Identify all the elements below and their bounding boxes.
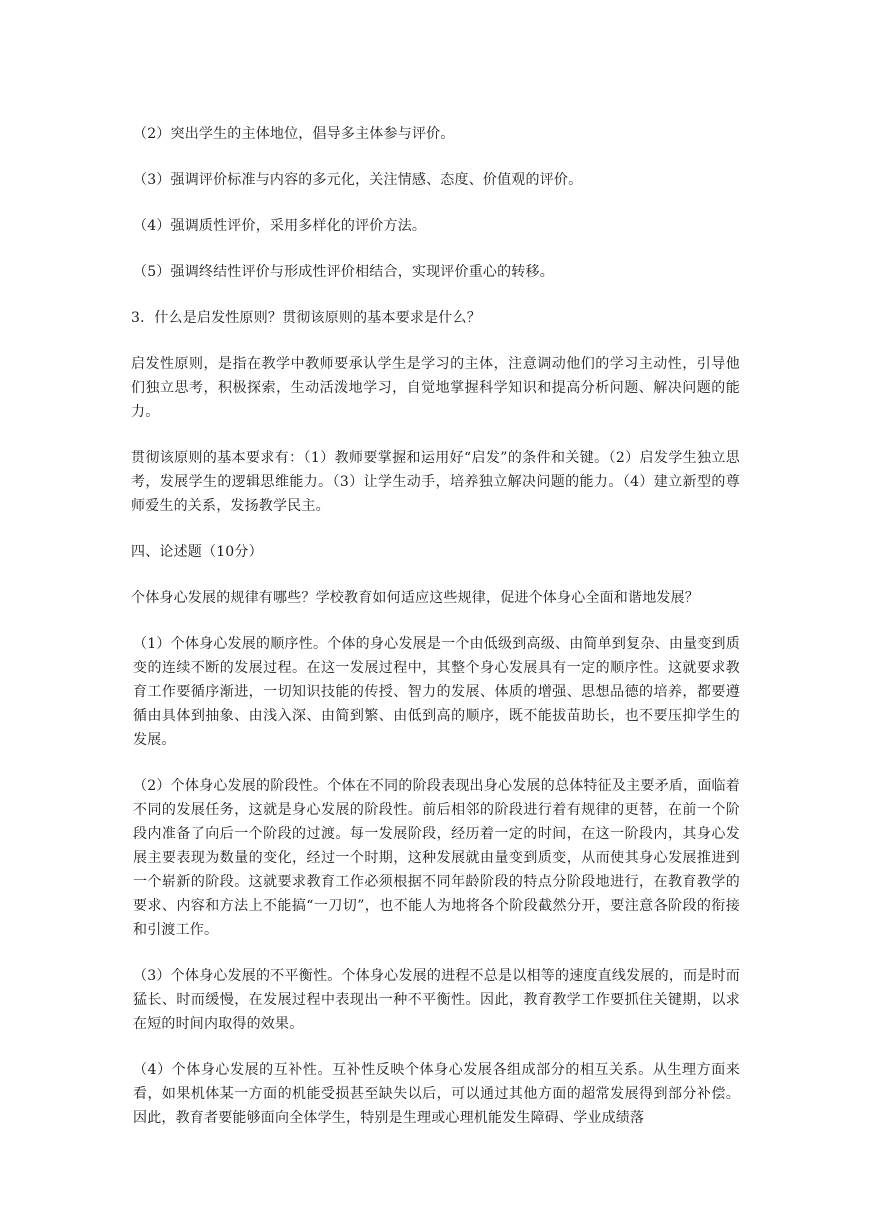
answer-requirements-paragraph: 贯彻该原则的基本要求有：（1）教师要掌握和运用好“启发”的条件和关键。（2）启发学生独立思考，发展学生的逻辑思维能力。（3）让学生动手，培养独立解决问题的能力。（4）建立新型的尊师爱生的关系，发扬教学民主。	[131, 450, 740, 514]
paragraph-item-5: （5）强调终结性评价与形成性评价相结合，实现评价重心的转移。	[133, 264, 554, 280]
essay-point-3: （3）个体身心发展的不平衡性。个体身心发展的进程不总是以相等的速度直线发展的，而是时而猛长、时而缓慢，在发展过程中表现出一种不平衡性。因此，教育教学工作要抓住关键期，以求在短的时间内取得的效果。	[133, 968, 740, 1032]
essay-point-4: （4）个体身心发展的互补性。互补性反映个体身心发展各组成部分的相互关系。从生理方面来看，如果机体某一方面的机能受损甚至缺失以后，可以通过其他方面的超常发展得到部分补偿。因此，教育者要能够面向全体学生，特别是生理或心理机能发生障碍、学业成绩落	[133, 1062, 740, 1126]
paragraph-item-2: （2）突出学生的主体地位，倡导多主体参与评价。	[133, 126, 455, 142]
document-body	[131, 122, 740, 1130]
question-3-heading: 3．什么是启发性原则？贯彻该原则的基本要求是什么？	[131, 310, 481, 326]
paragraph-item-3: （3）强调评价标准与内容的多元化，关注情感、态度、价值观的评价。	[133, 172, 583, 188]
essay-question: 个体身心发展的规律有哪些？学校教育如何适应这些规律，促进个体身心全面和谐地发展？	[131, 590, 699, 606]
paragraph-item-4: （4）强调质性评价，采用多样化的评价方法。	[133, 218, 427, 234]
essay-point-2: （2）个体身心发展的阶段性。个体在不同的阶段表现出身心发展的总体特征及主要矛盾，面临着不同的发展任务，这就是身心发展的阶段性。前后相邻的阶段进行着有规律的更替，在前一个阶段内准备了向后一个阶段的过渡。每一发展阶段，经历着一定的时间，在这一阶段内，其身心发展主要表现为数量的变化，经过一个时期，这种发展就由量变到质变，从而使其身心发展推进到一个崭新的阶段。这就要求教育工作必须根据不同年龄阶段的特点分阶段地进行，在教育教学的要求、内容和方法上不能搞“一刀切”，也不能人为地将各个阶段截然分开，要注意各阶段的衔接和引渡工作。	[133, 778, 740, 938]
section-heading-essay: 四、论述题（10分）	[131, 544, 263, 560]
essay-point-1: （1）个体身心发展的顺序性。个体的身心发展是一个由低级到高级、由简单到复杂、由量变到质变的连续不断的发展过程。在这一发展过程中，其整个身心发展具有一定的顺序性。这就要求教育工作要循序渐进，一切知识技能的传授、智力的发展、体质的增强、思想品德的培养，都要遵循由具体到抽象、由浅入深、由简到繁、由低到高的顺序，既不能拔苗助长，也不要压抑学生的发展。	[133, 636, 740, 748]
answer-definition-paragraph: 启发性原则，是指在教学中教师要承认学生是学习的主体，注意调动他们的学习主动性，引导他们独立思考，积极探索，生动活泼地学习，自觉地掌握科学知识和提高分析问题、解决问题的能力。	[131, 356, 740, 420]
